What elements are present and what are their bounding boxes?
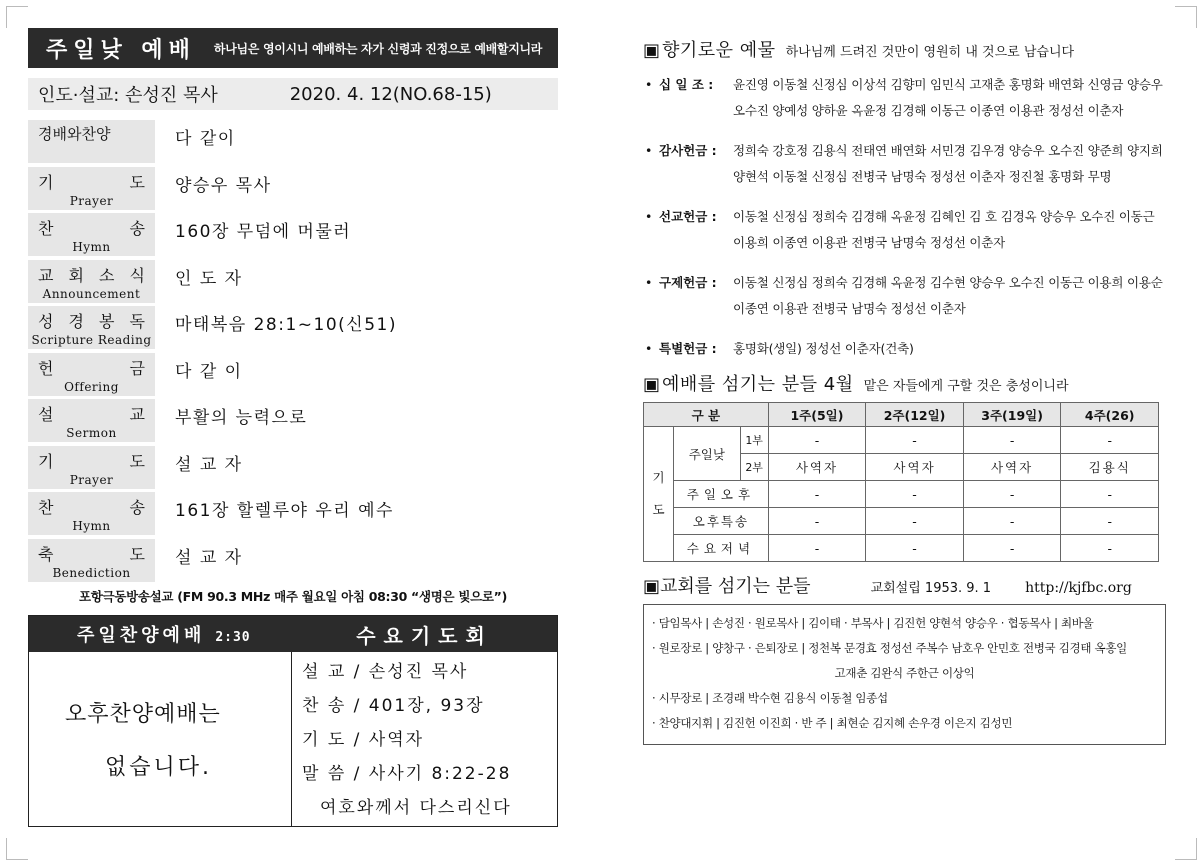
row-label: 1부 xyxy=(740,427,768,454)
detail-line: 찬 송 / 401장, 93장 xyxy=(302,696,485,716)
group-label: 기 도 xyxy=(652,470,665,517)
offering-names: 이동철 신정심 정희숙 김경해 옥윤정 김혜인 김 호 김경옥 양승우 오수진 이동근 이용희 이종연 이용관 전병국 남명숙 정성선 이춘자 xyxy=(733,209,1155,250)
evening-worship-header xyxy=(29,616,557,652)
offering-category: 선교헌금 : xyxy=(659,209,717,224)
order-label-korean: 헌 금 xyxy=(38,358,145,378)
right-page xyxy=(643,36,1168,745)
service-title-bar xyxy=(28,28,558,68)
order-label-english: Sermon xyxy=(66,426,117,440)
row-label: 오후특송 xyxy=(674,508,769,535)
square-bullet-icon: ▣ xyxy=(643,576,661,597)
bullet-icon: • xyxy=(645,77,653,92)
row-label: 2부 xyxy=(740,454,768,481)
order-value: 양승우 목사 xyxy=(175,175,272,196)
order-value: 부활의 능력으로 xyxy=(175,408,308,428)
bullet-icon: • xyxy=(645,209,653,224)
church-url: http://kjfbc.org xyxy=(1025,580,1132,596)
staff-line: · 담임목사 | 손성진 · 원로목사 | 김이태 · 부목사 | 김진헌 양현석 양승우 · 협동목사 | 최바울 xyxy=(652,616,1094,630)
crop-mark-bottom-right xyxy=(1175,838,1197,860)
square-bullet-icon: ▣ xyxy=(643,374,661,395)
order-label xyxy=(28,213,155,256)
table-cell: - xyxy=(866,427,964,454)
order-of-service xyxy=(28,120,558,585)
table-cell: - xyxy=(768,481,866,508)
crop-mark-top-left xyxy=(6,6,28,28)
order-label-korean: 찬 송 xyxy=(38,219,145,238)
order-row xyxy=(28,492,558,539)
table-header-cell: 3주(19일) xyxy=(963,403,1061,427)
order-row xyxy=(28,353,558,400)
table-cell: 사역자 xyxy=(768,454,866,481)
service-verse: 하나님은 영이시니 예배하는 자가 신령과 진정으로 예배할지니라 xyxy=(213,41,543,56)
order-label-korean: 기 도 xyxy=(38,451,145,471)
order-value: 설 교 자 xyxy=(175,547,243,568)
church-title: 교회를 섬기는 분들 xyxy=(660,576,811,597)
detail-line: 여호와께서 다스리신다 xyxy=(320,798,512,818)
offering-item xyxy=(645,270,1168,322)
order-value: 인 도 자 xyxy=(175,268,243,289)
table-row xyxy=(644,481,1159,508)
order-label-english: Prayer xyxy=(69,193,114,208)
offering-item xyxy=(645,204,1168,256)
order-row xyxy=(28,213,558,260)
order-label xyxy=(28,353,155,396)
order-label xyxy=(28,306,155,349)
order-label-korean: 성 경 봉 독 xyxy=(38,312,145,331)
crop-mark-top-right xyxy=(1175,6,1197,28)
table-cell: - xyxy=(963,535,1061,562)
sunday-label-cell: 주일낮 xyxy=(674,427,740,481)
notice-line-1: 오후찬양예배는 xyxy=(65,702,221,727)
prayer-schedule-table xyxy=(643,402,1159,562)
order-row xyxy=(28,539,558,586)
table-cell: - xyxy=(963,481,1061,508)
order-label xyxy=(28,260,155,303)
order-label-english: Announcement xyxy=(42,286,141,301)
serve-section-header xyxy=(643,370,1168,396)
church-section-header xyxy=(643,572,1168,598)
established-date: 교회설립 1953. 9. 1 xyxy=(870,581,992,596)
offering-item xyxy=(645,138,1168,190)
offering-subtitle: 하나님께 드려진 것만이 영원히 내 것으로 남습니다 xyxy=(785,45,1075,60)
order-value: 다 같 이 xyxy=(175,361,243,382)
order-label xyxy=(28,120,155,163)
square-bullet-icon: ▣ xyxy=(643,40,661,61)
bullet-icon: • xyxy=(645,341,653,356)
broadcast-note: 포항극동방송설교 (FM 90.3 MHz 매주 월요일 아침 08:30 “생명은 빛으로”) xyxy=(79,589,507,604)
group-cell xyxy=(644,427,674,562)
table-cell: 사역자 xyxy=(866,454,964,481)
table-header-cell: 2주(12일) xyxy=(866,403,964,427)
offering-names: 홍명화(생일) 정성선 이춘자(건축) xyxy=(733,341,914,356)
order-label-english: Prayer xyxy=(69,472,114,487)
table-header-cell: 4주(26) xyxy=(1061,403,1159,427)
order-label xyxy=(28,446,155,489)
staff-line: 고재춘 김완식 주한근 이상익 xyxy=(834,666,975,680)
order-label-english: Scripture Reading xyxy=(31,333,152,347)
serve-title: 예배를 섬기는 분들 4월 xyxy=(662,374,854,395)
offering-category: 특별헌금 : xyxy=(659,341,717,356)
order-label-korean: 축 도 xyxy=(38,544,145,564)
offering-list xyxy=(643,72,1168,362)
order-row xyxy=(28,120,558,167)
cancellation-notice xyxy=(29,652,292,826)
order-value: 161장 할렐루야 우리 예수 xyxy=(175,501,394,521)
sunday-praise-title: 주일찬양예배 xyxy=(77,625,206,646)
order-label-korean: 찬 송 xyxy=(38,498,145,517)
offering-item xyxy=(645,72,1168,124)
crop-mark-bottom-left xyxy=(6,838,28,860)
staff-line: · 찬양대지휘 | 김진헌 이진희 · 반 주 | 최현순 김지혜 손우경 이은지 김성민 xyxy=(652,716,1013,730)
order-value: 다 같이 xyxy=(175,129,236,149)
table-cell: - xyxy=(963,508,1061,535)
staff-line: · 시무장로 | 조경래 박수현 김용식 이동철 임종섭 xyxy=(652,691,888,705)
order-label xyxy=(28,492,155,535)
detail-line: 설 교 / 손성진 목사 xyxy=(302,662,469,682)
table-cell: 사역자 xyxy=(963,454,1061,481)
table-cell: - xyxy=(768,535,866,562)
bullet-icon: • xyxy=(645,143,653,158)
order-label-korean: 설 교 xyxy=(38,405,145,424)
order-label-english: Hymn xyxy=(72,519,111,533)
order-row xyxy=(28,260,558,307)
leader: 인도·설교: 손성진 목사 xyxy=(38,85,218,106)
order-row xyxy=(28,306,558,353)
detail-line: 말 씀 / 사사기 8:22-28 xyxy=(302,764,512,784)
table-cell: - xyxy=(866,481,964,508)
left-page xyxy=(28,28,558,827)
table-header-row xyxy=(644,403,1159,427)
order-row xyxy=(28,399,558,446)
order-row xyxy=(28,446,558,493)
row-label: 수요저녁 xyxy=(674,535,769,562)
notice-line-2: 없습니다. xyxy=(105,755,213,780)
detail-line: 기 도 / 사역자 xyxy=(302,730,425,750)
table-cell: - xyxy=(1061,508,1159,535)
offering-names: 이동철 신정심 정희숙 김경해 옥윤정 김수현 양승우 오수진 이동근 이용희 이용순 이종연 이용관 전병국 남명숙 정성선 이춘자 xyxy=(733,275,1163,316)
offering-names: 정희숙 강호정 김용식 전태연 배연화 서민경 김우경 양승우 오수진 양준희 양지희 양현석 이동철 신정심 전병국 남명숙 정성선 이춘자 정진철 홍명화 무명 xyxy=(733,143,1163,184)
wednesday-prayer-details xyxy=(292,652,557,826)
staff-box xyxy=(643,604,1166,745)
offering-category: 구제헌금 : xyxy=(659,275,717,290)
offering-section-header xyxy=(643,36,1168,62)
offering-category: 감사헌금 : xyxy=(659,143,717,158)
order-label xyxy=(28,167,155,210)
evening-worship-box xyxy=(28,615,558,827)
offering-category: 십 일 조 : xyxy=(659,77,714,92)
order-label-korean: 기 도 xyxy=(38,172,145,192)
staff-line: · 원로장로 | 양창구 · 은퇴장로 | 정천복 문경효 정성선 주복수 남호우 안민호 전병국 김경태 옥홍일 xyxy=(652,641,1127,655)
table-row xyxy=(644,535,1159,562)
table-cell: - xyxy=(866,508,964,535)
order-row xyxy=(28,167,558,214)
table-cell: - xyxy=(1061,427,1159,454)
bullet-icon: • xyxy=(645,275,653,290)
table-cell: - xyxy=(1061,535,1159,562)
wednesday-prayer-title: 수요기도회 xyxy=(356,623,493,648)
table-cell: - xyxy=(1061,481,1159,508)
leader-date-line xyxy=(28,78,558,110)
serve-subtitle: 맡은 자들에게 구할 것은 충성이니라 xyxy=(863,379,1069,394)
offering-names: 윤진영 이동철 신정심 이상석 김향미 임민식 고재춘 홍명화 배연화 신영금 양승우 오수진 양예성 양하윤 옥윤정 김경해 이동근 이종연 이용관 정성선 이춘자 xyxy=(733,77,1163,118)
bulletin-date: 2020. 4. 12(NO.68-15) xyxy=(289,83,492,105)
order-label-english: Hymn xyxy=(72,240,111,254)
order-value: 설 교 자 xyxy=(175,454,243,475)
order-label xyxy=(28,399,155,442)
order-value: 마태복음 28:1~10(신51) xyxy=(175,315,397,335)
order-label-korean: 교 회 소 식 xyxy=(38,265,145,285)
order-label-english: Offering xyxy=(64,379,119,394)
table-cell: - xyxy=(963,427,1061,454)
offering-item xyxy=(645,336,1168,362)
table-cell: - xyxy=(768,427,866,454)
table-header-cell: 구 분 xyxy=(644,403,769,427)
service-title: 주일낮 예배 xyxy=(46,37,196,63)
row-label: 주일오후 xyxy=(674,481,769,508)
order-label xyxy=(28,539,155,582)
table-cell: - xyxy=(768,508,866,535)
table-cell: - xyxy=(866,535,964,562)
offering-title: 향기로운 예물 xyxy=(662,40,776,61)
table-row xyxy=(644,508,1159,535)
order-label-korean: 경배와찬양 xyxy=(38,125,111,143)
order-label-english: Benediction xyxy=(52,565,131,580)
table-header-cell: 1주(5일) xyxy=(768,403,866,427)
sunday-praise-time: 2:30 xyxy=(215,630,251,645)
table-row xyxy=(644,427,1159,454)
order-value: 160장 무덤에 머물러 xyxy=(175,222,352,242)
table-cell: 김용식 xyxy=(1061,454,1159,481)
